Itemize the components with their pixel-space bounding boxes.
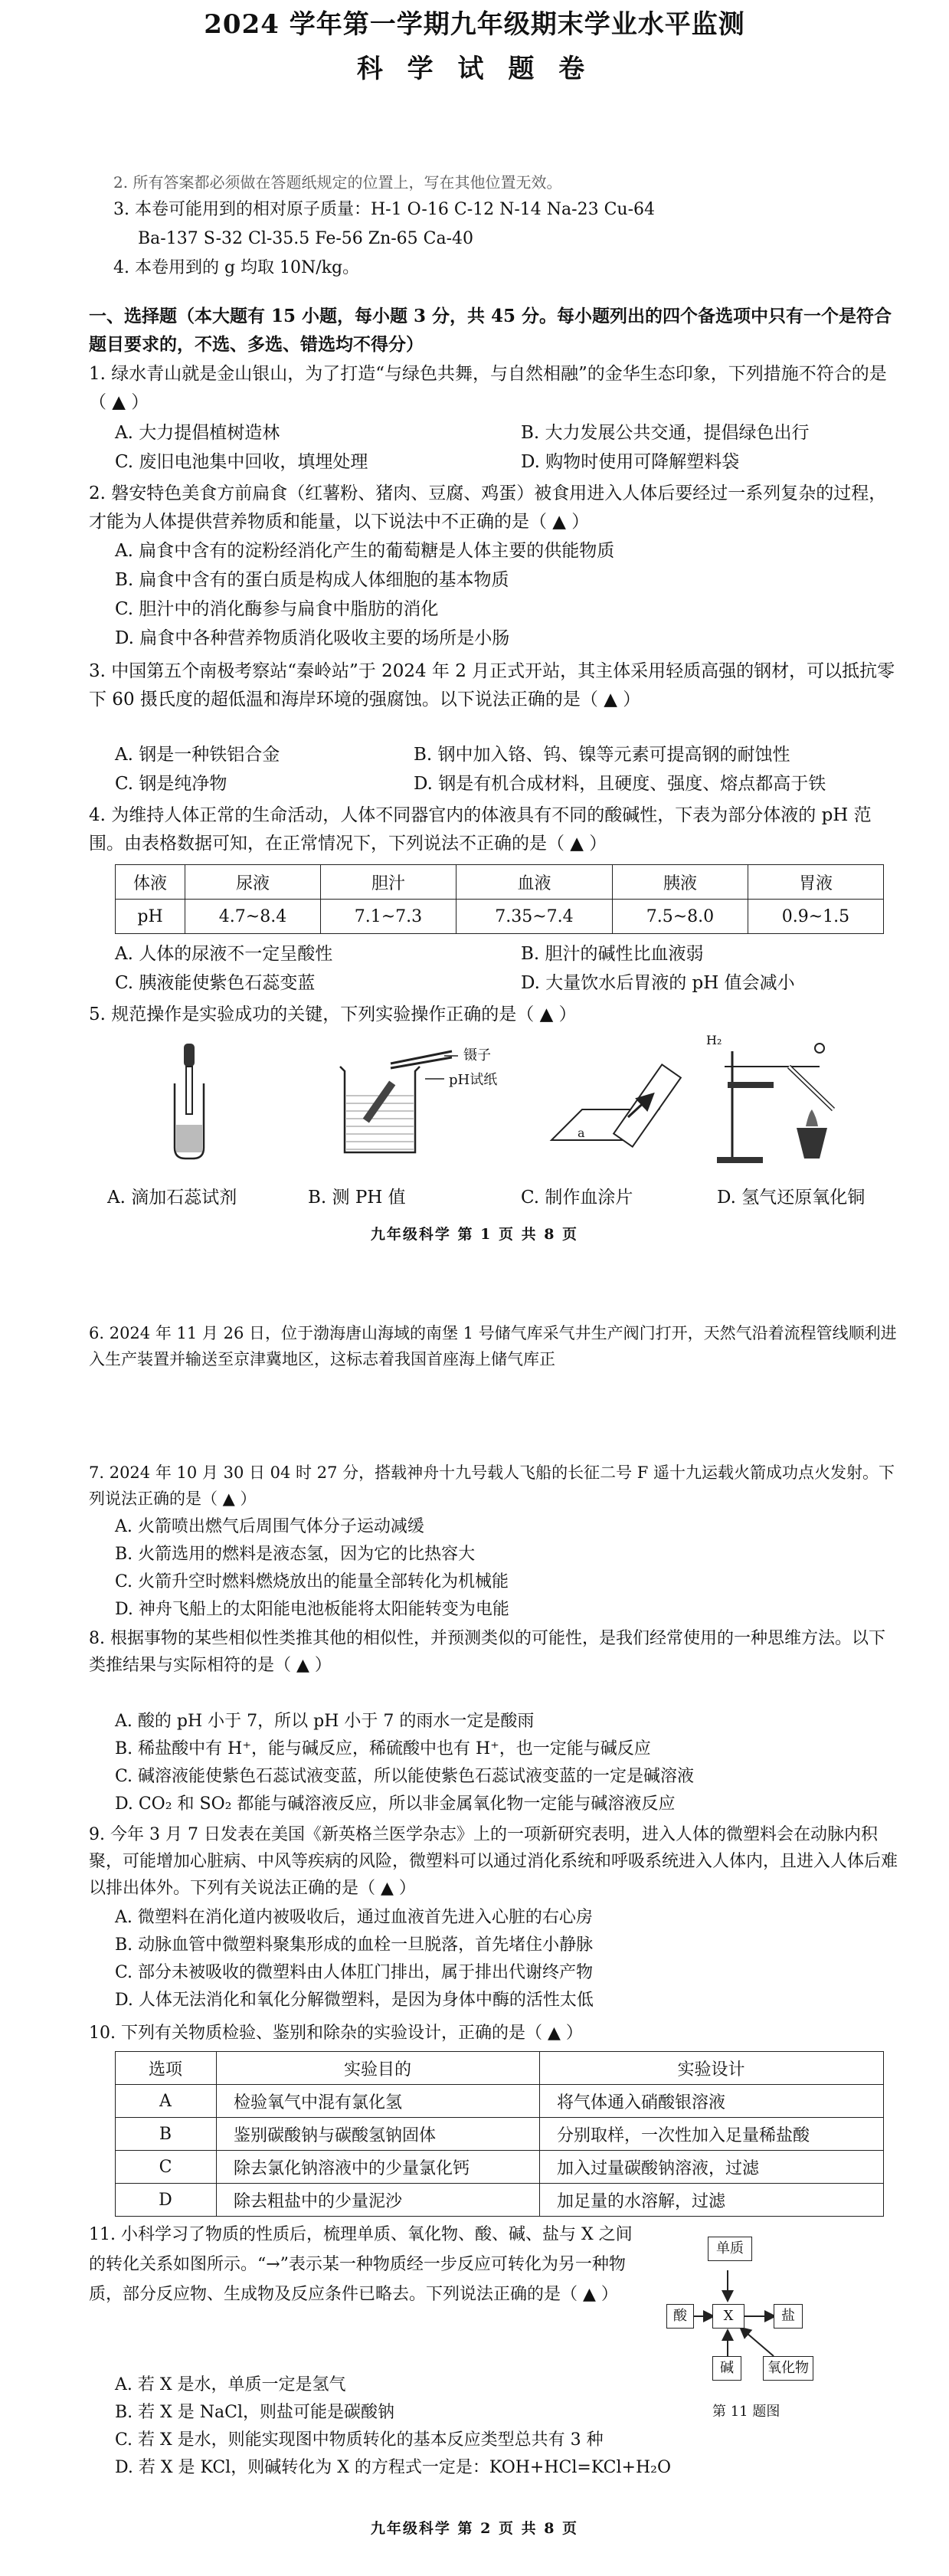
question-1-option-a: A. 大力提倡植树造林: [115, 423, 280, 443]
question-1-option-d: D. 购物时使用可降解塑料袋: [521, 452, 740, 472]
ph-table-cell: 7.5~8.0: [613, 900, 748, 934]
ph-table-header-cell: 胆汁: [320, 865, 456, 900]
node-x: X: [712, 2304, 744, 2329]
hydrogen-label: H₂: [706, 1033, 722, 1047]
question-3-option-d: D. 钢是有机合成材料，且硬度、强度、熔点都高于铁: [414, 774, 826, 794]
experiment-table-cell: 除去粗盐中的少量泥沙: [217, 2184, 540, 2217]
ph-table-header-cell: 血液: [456, 865, 612, 900]
experiment-table-cell: 分别取样，一次性加入足量稀盐酸: [540, 2118, 884, 2151]
note-3-continued: Ba-137 S-32 Cl-35.5 Fe-56 Zn-65 Ca-40: [138, 229, 474, 248]
question-7-option-c: C. 火箭升空时燃料燃烧放出的能量全部转化为机械能: [115, 1572, 509, 1591]
question-6-stem: 6. 2024 年 11 月 26 日，位于渤海唐山海域的南堡 1 号储气库采气井生产阀门打开，天然气沿着流程管线顺利进入生产装置并输送至京津冀地区，这标志着我国首座海上储气库正: [89, 1324, 897, 1368]
question-1-option-c: C. 废旧电池集中回收，填埋处理: [115, 452, 368, 472]
node-acid: 酸: [666, 2304, 694, 2329]
question-3-option-b: B. 钢中加入铬、钨、镍等元素可提高钢的耐蚀性: [414, 745, 790, 765]
experiment-table-header: [116, 2052, 884, 2085]
experiment-table-header-cell: 实验目的: [217, 2052, 540, 2085]
experiment-table: [115, 2051, 884, 2217]
figure-blood-smear: [536, 1056, 689, 1163]
question-2-option-c: C. 胆汁中的消化酶参与扁食中脂肪的消化: [115, 599, 439, 619]
exam-page-1: [0, 0, 949, 1245]
question-3-stem: 3. 中国第五个南极考察站“秦岭站”于 2024 年 2 月正式开站，其主体采用轻质高强的钢材，可以抵抗零下 60 摄氏度的超低温和海岸环境的强腐蚀。以下说法正确的是（ ▲ ）: [89, 661, 895, 710]
question-11-option-a: A. 若 X 是水，单质一定是氢气: [115, 2375, 346, 2394]
question-2-option-b: B. 扁食中含有的蛋白质是构成人体细胞的基本物质: [115, 570, 509, 590]
question-9-option-c: C. 部分未被吸收的微塑料由人体肛门排出，属于排出代谢终产物: [115, 1963, 594, 1982]
question-4-option-b: B. 胆汁的碱性比血液弱: [521, 944, 704, 964]
question-4-option-d: D. 大量饮水后胃液的 pH 值会减小: [521, 973, 795, 993]
node-oxide: 氧化物: [763, 2356, 813, 2381]
experiment-table-row: [116, 2184, 884, 2217]
question-1-option-b: B. 大力发展公共交通，提倡绿色出行: [521, 423, 810, 443]
question-5-option-b: B. 测 PH 值: [308, 1188, 406, 1208]
exam-subtitle: 科 学 试 题 卷: [356, 54, 593, 84]
ph-table-header-cell: 胰液: [613, 865, 748, 900]
question-10-stem: 10. 下列有关物质检验、鉴别和除杂的实验设计，正确的是（ ▲ ）: [89, 2024, 583, 2043]
experiment-table-cell: B: [116, 2118, 217, 2151]
ph-table-cell: 7.1~7.3: [320, 900, 456, 934]
question-9-option-d: D. 人体无法消化和氧化分解微塑料，是因为身体中酶的活性太低: [115, 1991, 594, 2010]
ph-table-value-row: [116, 900, 884, 934]
note-2: 2. 所有答案都必须做在答题纸规定的位置上，写在其他位置无效。: [113, 173, 562, 192]
question-9-stem: 9. 今年 3 月 7 日发表在美国《新英格兰医学杂志》上的一项新研究表明，进入人体的微塑料会在动脉内积聚，可能增加心脏病、中风等疾病的风险，微塑料可以通过消化系统和呼吸系统进入人体内，且进入人体后难以排出体外。下列有关说法正确的是（ ▲ ）: [89, 1825, 898, 1898]
question-5-option-d: D. 氢气还原氧化铜: [717, 1188, 866, 1208]
experiment-table-cell: 加足量的水溶解，过滤: [540, 2184, 884, 2217]
experiment-table-cell: 除去氯化钠溶液中的少量氯化钙: [217, 2151, 540, 2184]
question-8-stem: 8. 根据事物的某些相似性类推其他的相似性，并预测类似的可能性，是我们经常使用的一种思维方法。以下类推结果与实际相符的是（ ▲ ）: [89, 1629, 885, 1675]
question-7-stem: 7. 2024 年 10 月 30 日 04 时 27 分，搭载神舟十九号载人飞船的长征二号 F 遥十九运载火箭成功点火发射。下列说法正确的是（ ▲ ）: [89, 1463, 895, 1508]
question-8-option-d: D. CO₂ 和 SO₂ 都能与碱溶液反应，所以非金属氧化物一定能与碱溶液反应: [115, 1794, 676, 1814]
question-3-option-c: C. 钢是纯净物: [115, 774, 227, 794]
page-2-footer: 九年级科学 第 2 页 共 8 页: [370, 2520, 579, 2537]
question-11-option-b: B. 若 X 是 NaCl，则盐可能是碳酸钠: [115, 2403, 395, 2422]
exam-title: 2024 学年第一学期九年级期末学业水平监测: [204, 9, 745, 40]
svg-text:a: a: [578, 1126, 585, 1140]
ph-table-header-cell: 胃液: [748, 865, 883, 900]
question-11-option-c: C. 若 X 是水，则能实现图中物质转化的基本反应类型总共有 3 种: [115, 2430, 604, 2450]
exam-page-2: [0, 1245, 949, 2576]
ph-table-cell: 0.9~1.5: [748, 900, 883, 934]
question-8-option-a: A. 酸的 pH 小于 7，所以 pH 小于 7 的雨水一定是酸雨: [115, 1712, 535, 1731]
experiment-table-cell: 检验氧气中混有氯化氢: [217, 2085, 540, 2118]
page-1-footer: 九年级科学 第 1 页 共 8 页: [370, 1226, 579, 1243]
ph-table: [115, 864, 884, 934]
ph-table-cell: 7.35~7.4: [456, 900, 612, 934]
note-4: 4. 本卷用到的 g 均取 10N/kg。: [113, 258, 360, 277]
experiment-table-header-cell: 选项: [116, 2052, 217, 2085]
ph-paper-label: pH试纸: [449, 1072, 498, 1088]
question-2-option-d: D. 扁食中各种营养物质消化吸收主要的场所是小肠: [115, 628, 510, 648]
experiment-table-cell: 将气体通入硝酸银溶液: [540, 2085, 884, 2118]
question-2-option-a: A. 扁食中含有的淀粉经消化产生的葡萄糖是人体主要的供能物质: [115, 541, 615, 561]
question-5-option-a: A. 滴加石蕊试剂: [107, 1188, 237, 1208]
experiment-table-cell: 加入过量碳酸钠溶液，过滤: [540, 2151, 884, 2184]
experiment-table-row: [116, 2118, 884, 2151]
question-5-option-c: C. 制作血涂片: [521, 1188, 633, 1208]
experiment-table-cell: 鉴别碳酸钠与碳酸氢钠固体: [217, 2118, 540, 2151]
figure-11-caption: 第 11 题图: [712, 2404, 780, 2420]
question-9-option-a: A. 微塑料在消化道内被吸收后，通过血液首先进入心脏的右心房: [115, 1908, 593, 1927]
experiment-table-cell: D: [116, 2184, 217, 2217]
experiment-table-cell: C: [116, 2151, 217, 2184]
question-1-stem: 1. 绿水青山就是金山银山，为了打造“与绿色共舞，与自然相融”的金华生态印象，下列措施不符合的是（ ▲ ）: [89, 364, 887, 412]
figure-dropper-test-tube: [146, 1041, 230, 1163]
question-11-stem: 11. 小科学习了物质的性质后，梳理单质、氧化物、酸、碱、盐与 X 之间的转化关系如图所示。“→”表示某一种物质经一步反应可转化为另一种物质，部分反应物、生成物及反应条件已略去。下列说法正确的是（ ▲ ）: [89, 2225, 633, 2304]
figure-hydrogen-reduction: [705, 1036, 858, 1166]
ph-table-header-cell: 体液: [116, 865, 185, 900]
note-3: 3. 本卷可能用到的相对原子质量：H-1 O-16 C-12 N-14 Na-23 Cu-64: [113, 200, 655, 219]
question-4-option-a: A. 人体的尿液不一定呈酸性: [115, 944, 333, 964]
question-4-option-c: C. 胰液能使紫色石蕊变蓝: [115, 973, 316, 993]
tweezers-label: 镊子: [463, 1047, 491, 1064]
question-5-stem: 5. 规范操作是实验成功的关键，下列实验操作正确的是（ ▲ ）: [89, 1005, 577, 1024]
question-8-option-b: B. 稀盐酸中有 H⁺，能与碱反应，稀硫酸中也有 H⁺，也一定能与碱反应: [115, 1739, 651, 1758]
figure-beaker-ph-paper: [329, 1048, 483, 1163]
question-8-option-c: C. 碱溶液能使紫色石蕊试液变蓝，所以能使紫色石蕊试液变蓝的一定是碱溶液: [115, 1767, 695, 1786]
question-3-option-a: A. 钢是一种铁铝合金: [115, 745, 280, 765]
experiment-table-row: [116, 2151, 884, 2184]
experiment-table-cell: A: [116, 2085, 217, 2118]
question-11-option-d: D. 若 X 是 KCl，则碱转化为 X 的方程式一定是：KOH+HCl=KCl+H₂O: [115, 2458, 672, 2477]
node-salt: 盐: [774, 2304, 803, 2329]
node-single-substance: 单质: [708, 2237, 752, 2261]
section-1-heading: 一、选择题（本大题有 15 小题，每小题 3 分，共 45 分。每小题列出的四个备选项中只有一个是符合题目要求的，不选、多选、错选均不得分）: [89, 306, 892, 355]
experiment-table-row: [116, 2085, 884, 2118]
question-7-option-b: B. 火箭选用的燃料是液态氢，因为它的比热容大: [115, 1545, 476, 1564]
question-7-option-a: A. 火箭喷出燃气后周围气体分子运动减缓: [115, 1517, 424, 1536]
experiment-table-header-cell: 实验设计: [540, 2052, 884, 2085]
question-4-stem: 4. 为维持人体正常的生命活动，人体不同器官内的体液具有不同的酸碱性，下表为部分体液的 pH 范围。由表格数据可知，在正常情况下，下列说法不正确的是（ ▲ ）: [89, 805, 872, 854]
ph-table-header-row: [116, 865, 884, 900]
question-7-option-d: D. 神舟飞船上的太阳能电池板能将太阳能转变为电能: [115, 1600, 509, 1619]
ph-table-cell: pH: [116, 900, 185, 934]
ph-table-cell: 4.7~8.4: [185, 900, 321, 934]
ph-table-header-cell: 尿液: [185, 865, 321, 900]
question-9-option-b: B. 动脉血管中微塑料聚集形成的血栓一旦脱落，首先堵住小静脉: [115, 1935, 594, 1955]
node-base: 碱: [712, 2356, 741, 2381]
question-2-stem: 2. 磐安特色美食方前扁食（红薯粉、猪肉、豆腐、鸡蛋）被食用进入人体后要经过一系列复杂的过程，才能为人体提供营养物质和能量，以下说法中不正确的是（ ▲ ）: [89, 483, 887, 532]
